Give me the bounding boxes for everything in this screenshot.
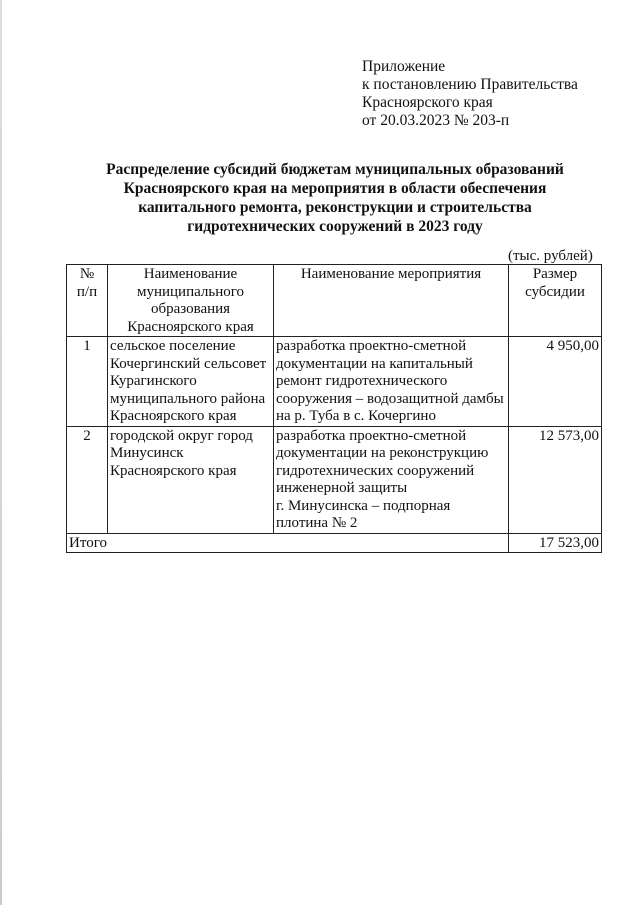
cell-line: Курагинского <box>110 373 197 389</box>
total-row <box>67 533 602 553</box>
units-label: (тыс. рублей) <box>508 248 593 264</box>
header-no <box>67 265 108 337</box>
cell-line: документации на капитальный <box>276 355 473 372</box>
cell-line: г. Минусинска – подпорная <box>276 497 451 514</box>
header-text: субсидии <box>525 283 585 300</box>
cell-line: документации на реконструкцию <box>276 445 489 461</box>
cell-line: сельское поселение <box>110 338 236 354</box>
row-amount: 12 573,00 <box>509 426 602 533</box>
header-text: Наименование мероприятия <box>300 266 482 282</box>
header-text: № <box>79 266 95 282</box>
appendix-line: от 20.03.2023 № 203-п <box>362 112 510 129</box>
appendix-line: Приложение <box>362 58 446 75</box>
scan-edge <box>0 0 2 905</box>
appendix-line: к постановлению Правительства <box>362 76 578 93</box>
cell-line: гидротехнических сооружений <box>276 462 475 479</box>
title-line: Распределение субсидий бюджетам муниципальных образований <box>106 161 564 178</box>
title-line: гидротехнических сооружений в 2023 году <box>187 218 483 235</box>
table-row <box>67 337 602 427</box>
table-row <box>67 426 602 533</box>
header-text: Красноярского края <box>127 318 254 335</box>
cell-line: плотина № 2 <box>276 515 358 531</box>
row-activity <box>274 426 509 533</box>
total-label: Итого <box>67 533 509 553</box>
title-line: капитального ремонта, реконструкции и строительства <box>138 199 532 216</box>
appendix-header <box>362 58 632 130</box>
cell-line: муниципального района <box>110 390 266 407</box>
cell-line: Минусинск <box>110 445 184 461</box>
cell-line: городской округ город <box>110 427 253 444</box>
subsidies-table <box>66 264 602 553</box>
cell-line: инженерной защиты <box>276 480 408 496</box>
header-text: муниципального <box>136 283 245 300</box>
cell-line: Красноярского края <box>110 462 237 479</box>
row-municipality <box>108 337 274 427</box>
header-text: Размер <box>532 266 578 282</box>
cell-line: Кочергинский сельсовет <box>110 355 267 372</box>
cell-line: Красноярского края <box>110 408 237 424</box>
cell-line: разработка проектно-сметной <box>276 338 467 354</box>
row-activity <box>274 337 509 427</box>
header-text: Наименование <box>143 266 238 282</box>
row-amount: 4 950,00 <box>509 337 602 427</box>
header-text: п/п <box>76 283 98 300</box>
total-amount: 17 523,00 <box>509 533 602 553</box>
table-header-row <box>67 265 602 337</box>
cell-line: разработка проектно-сметной <box>276 427 467 444</box>
header-amount <box>509 265 602 337</box>
appendix-line: Красноярского края <box>362 94 493 111</box>
cell-line: на р. Туба в с. Кочергино <box>276 408 436 424</box>
header-text: образования <box>150 301 231 317</box>
cell-line: сооружения – водозащитной дамбы <box>276 390 504 407</box>
header-municipality <box>108 265 274 337</box>
row-municipality <box>108 426 274 533</box>
cell-line: ремонт гидротехнического <box>276 373 448 389</box>
row-number: 2 <box>67 426 108 533</box>
header-activity <box>274 265 509 337</box>
title-line: Красноярского края на мероприятия в области обеспечения <box>123 180 547 197</box>
row-number: 1 <box>67 337 108 427</box>
document-title <box>60 160 610 236</box>
